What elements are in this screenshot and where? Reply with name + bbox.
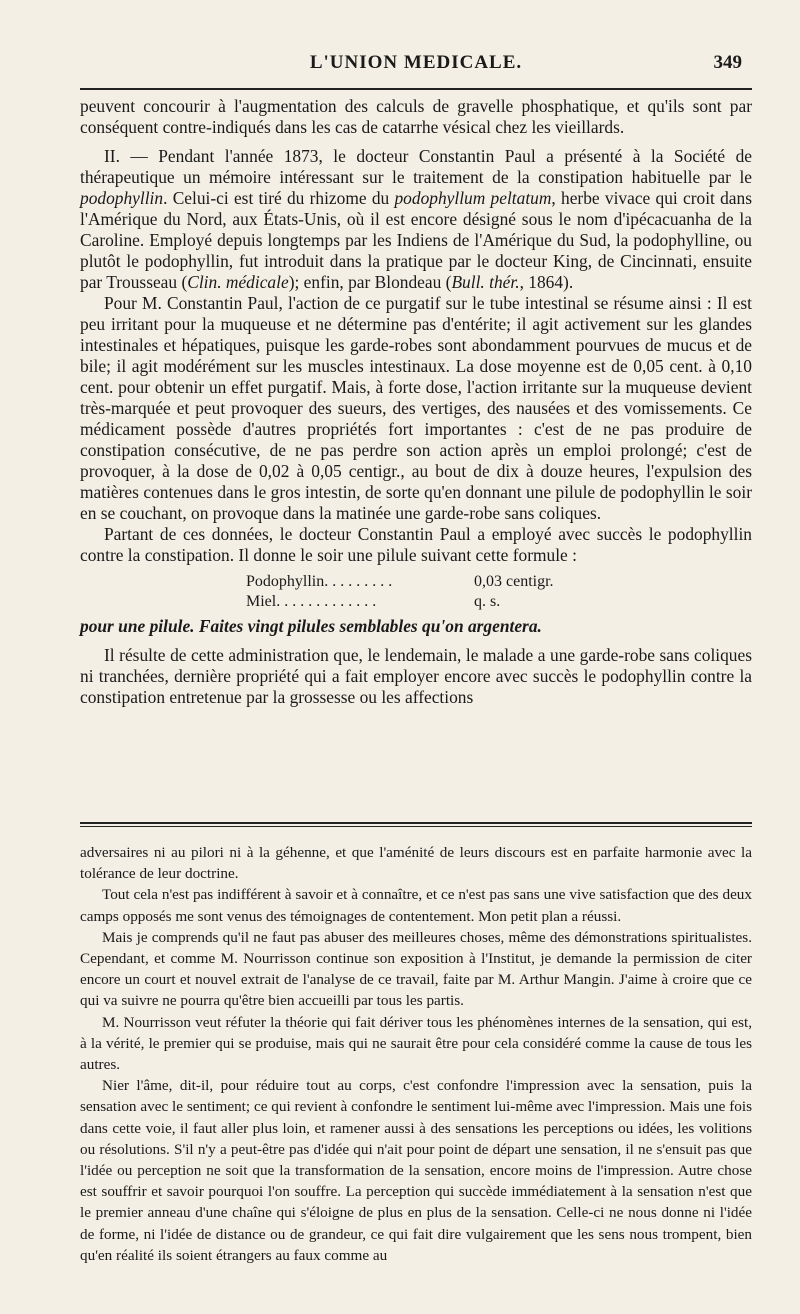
feuilleton-paragraph: M. Nourrisson veut réfuter la théorie qui fait dériver tous les phénomènes internes de la sensation, qui est, à la vérité, le premier qui se produise, mais qui ne saurait être pour cela considéré comme la cause de tous les autres. <box>80 1013 752 1074</box>
formula-ingredient: Miel. . . . . . . . . . . . . <box>246 593 377 610</box>
feuilleton-body <box>80 842 752 1266</box>
feuilleton-rule-thin <box>80 826 752 827</box>
feuilleton-paragraph: Tout cela n'est pas indifférent à savoir et à connaître, et ce n'est pas sans une vive satisfaction que des deux camps opposés me sont venus des témoignages de contentement. Mon petit plan a réussi. <box>80 886 752 925</box>
page-number: 349 <box>713 52 742 73</box>
formula-quantity: q. s. <box>474 593 501 610</box>
feuilleton-rule <box>80 822 752 824</box>
article-paragraph: Il résulte de cette administration que, le lendemain, le malade a une garde-robe sans coliques ni tranchées, dernière propriété qui a fait employer encore avec succès le podophyllin contre la constipation entretenue par la grossesse ou les affections <box>80 645 752 707</box>
formula-row <box>246 592 752 612</box>
formula-quantity: 0,03 centigr. <box>474 573 554 590</box>
article-paragraph: II. — Pendant l'année 1873, le docteur Constantin Paul a présenté à la Société de thérapeutique un mémoire intéressant sur le traitement de la constipation habituelle par le podophyllin. Celui-ci est tiré du rhizome du podophyllum peltatum, herbe vivace qui croit dans l'Amérique du Nord, aux États-Unis, où il est encore désigné sous le nom d'ipécacuanha de la Caroline. Employé depuis longtemps par les Indiens de l'Amérique du Sud, la podophylline, ou plutôt le podophyllin, fut introduit dans la pratique par le docteur King, de Cincinnati, ensuite par Trousseau (Clin. médicale); enfin, par Blondeau (Bull. thér., 1864). <box>80 146 752 292</box>
article-paragraph: peuvent concourir à l'augmentation des calculs de gravelle phosphatique, et qu'ils sont par conséquent contre-indiqués dans les cas de catarrhe vésical chez les vieillards. <box>80 96 752 137</box>
formula-note: pour une pilule. Faites vingt pilules semblables qu'on argentera. <box>80 616 542 636</box>
formula-ingredient: Podophyllin. . . . . . . . . <box>246 573 393 590</box>
article-body <box>80 96 752 708</box>
prescription-formula <box>80 572 752 612</box>
page-header <box>80 52 752 82</box>
feuilleton-paragraph: adversaires ni au pilori ni à la géhenne, et que l'aménité de leurs discours est en parfaite harmonie avec la tolérance de leur doctrine. <box>80 844 752 883</box>
feuilleton-paragraph: Mais je comprends qu'il ne faut pas abuser des meilleures choses, même des démonstrations spiritualistes. Cependant, et comme M. Nourrisson continue son exposition à l'Institut, je demande la permission de citer encore un court et nouvel extrait de l'analyse de ce travail, faite par M. Arthur Mangin. J'aime à croire que ce qui va suivre ne pourra qu'être bien accueilli par tous les partis. <box>80 928 752 1010</box>
article-paragraph: Pour M. Constantin Paul, l'action de ce purgatif sur le tube intestinal se résume ainsi : Il est peu irritant pour la muqueuse et ne détermine pas d'entérite; il agit activement sur les glandes intestinales et hépatiques, puisque les garde-robes sont abondamment pourvues de mucus et de bile; il agit modérément sur les muscles intestinaux. La dose moyenne est de 0,05 cent. à 0,10 cent. pour obtenir un effet purgatif. Mais, à forte dose, l'action irritante sur la muqueuse devient très-marquée et peut provoquer des sueurs, des vertiges, des nausées et des vomissements. Ce médicament possède d'autres propriétés fort importantes : c'est de ne pas produire de constipation consécutive, de ne pas perdre son action après un emploi prolongé; c'est de provoquer, à la dose de 0,02 à 0,05 centigr., au bout de dix à douze heures, l'expulsion des matières contenues dans le gros intestin, de sorte qu'en donnant une pilule de podophyllin le soir en se couchant, on provoque dans la matinée une garde-robe sans coliques. <box>80 293 752 523</box>
article-paragraph: Partant de ces données, le docteur Constantin Paul a employé avec succès le podophyllin contre la constipation. Il donne le soir une pilule suivant cette formule : <box>80 524 752 565</box>
header-rule <box>80 88 752 90</box>
formula-row <box>246 572 752 592</box>
feuilleton-paragraph: Nier l'âme, dit-il, pour réduire tout au corps, c'est confondre l'impression avec la sensation, puis la sensation avec le sentiment; ce qui revient à confondre le sentiment lui-même avec l'impression. Mais une fois dans cette voie, il faut aller plus loin, et ramener aussi à des sensations les perceptions ou idées, les volitions ou résolutions. S'il n'y a peut-être pas d'idée qui n'ait pour point de départ une sensation, il ne s'ensuit pas que l'idée ou perception ne soit que la transformation de la sensation, encore moins de l'impression. Autre chose est souffrir et savoir pourquoi l'on souffre. La perception qui succède immédiatement à la sensation n'est que le premier anneau d'une chaîne qui s'éloigne de plus en plus de la sensation. Celle-ci ne nous donne ni l'idée de forme, ni l'idée de distance ou de grandeur, ce qui fait dire vulgairement que les sens nous trompent, bien qu'en réalité ils soient étrangers au faux comme au <box>80 1077 752 1264</box>
running-title: L'UNION MEDICALE. <box>309 52 523 73</box>
